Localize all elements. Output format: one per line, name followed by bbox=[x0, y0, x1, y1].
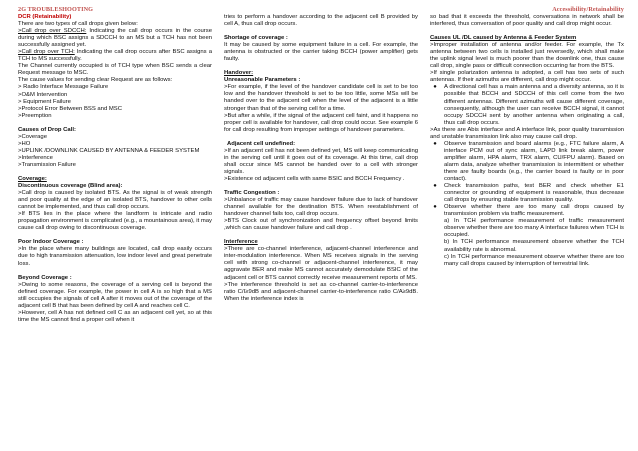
paragraph: It may be caused by some equipment failure in a cell. For example, the antenna is obstructed or the carrier taking BCCH (power amplifier) gets faulty. bbox=[224, 42, 418, 63]
subheading: Coverage: bbox=[18, 175, 47, 182]
subheading: Adjacent cell undefined: bbox=[227, 140, 296, 147]
bullet-text: Observe whether there are too many call drops caused by transmission problem via traffic measurement. bbox=[444, 204, 624, 218]
section-title: DCR (Retainability) bbox=[18, 14, 72, 20]
subheading: Discontinuous coverage (Blind area): bbox=[18, 183, 123, 190]
paragraph: >For example, if the level of the handover candidate cell is set to be too low and the handover threshold is set to be too little, some MSs will be handed over to the adjacent cell when the level of the adjacent is a little stronger than that of the serving cell for a time. bbox=[224, 84, 418, 112]
header-left: 2G TROUBLESHOOTING bbox=[18, 6, 94, 13]
list-item: >Preemption bbox=[18, 112, 52, 119]
paragraph: >BTS Clock out of synchronization and frequency offset beyond limits ,which can cause handover failure and call drop . bbox=[224, 218, 418, 232]
bullet-text: A directional cell has a main antenna and a diversity antenna, so it is possible that BCCH and SDCCH of this cell come from the two different antennas. Different azimuths will cause different coverage, consequently, although the user can receive BCCH signal, it cannot occupy SDCCH sent by another antenna when originating a call, thus call drop occurs. bbox=[444, 84, 624, 126]
text-columns bbox=[18, 14, 624, 324]
paragraph: >But after a while, if the signal of the adjacent cell faint, and it happens no proper cell is available for handover, call drop could occur. See example 6 for call drop resulting from improper settings of handover parameters. bbox=[224, 112, 418, 133]
paragraph: >If single polarization antenna is adopted, a cell has two sets of such antennas. If their azimuths are different, call drop might occur. bbox=[430, 70, 624, 84]
paragraph: The Channel currently occupied is of TCH type when BSC sends a clear Request message to MSC. bbox=[18, 63, 212, 77]
paragraph: >Unbalance of traffic may cause handover failure due to lack of handover channel available for the destination BTS. When reestablishment of handover channel fails too, call drop occurs. bbox=[224, 197, 418, 218]
paragraph: >Call drop is caused by isolated BTS. As the signal is of weak strength and poor quality at the edge of an isolated BTS, handover to other cells cannot be implemented, and thus call drop occurs. bbox=[18, 190, 212, 211]
bullet-icon: ● bbox=[433, 84, 437, 91]
paragraph: There are two types of call drops given below: bbox=[18, 21, 138, 28]
paragraph bbox=[18, 49, 212, 63]
term: >Call drop over SDCCH: bbox=[18, 28, 87, 35]
list-item: >Transmission Failure bbox=[18, 161, 76, 168]
sub-item: b) In TCH performance measurement observe whether the TCH availability rate is abnormal. bbox=[444, 239, 624, 253]
bullet-icon: ● bbox=[433, 183, 437, 190]
bullet-item bbox=[430, 141, 624, 183]
column-2 bbox=[224, 14, 418, 324]
bullet-text: Observe transmission and board alarms (e.g., FTC failure alarm, A interface PCM out of sync alarm, LAPD link break alarm, power amplifier alarm, HPA alarm, TRX alarm, CU/FPU alarm). Based on alarm data, analyze whether transmission is intermittent or whether there are faulty boards (e.g., the carrier board is faulty or in poor contact). bbox=[444, 140, 624, 183]
paragraph: >There are co-channel interference, adjacent-channel interference and inter-modulation interference. When MS receives signals in the serving cell with strong co-channel or adjacent-channel interference, it may aggravate BER and make MS cannot accurately demodulate BSIC of the adjacent cell or BTS cannot correctly receive measurement reports of MS. bbox=[224, 246, 418, 281]
paragraph: >If BTS lies in the place where the landform is intricate and radio propagation environment is complicated (e.g., a mountainous area), it may cause call drop owing to discontinuous coverage. bbox=[18, 211, 212, 232]
subheading: Causes of Drop Call: bbox=[18, 126, 76, 133]
subheading: Traffic Congestion : bbox=[224, 189, 280, 196]
paragraph: so bad that it exceeds the threshold, conversations in network shall be interfered, thus conversation of poor quality and call drop might occur. bbox=[430, 14, 624, 28]
paragraph: >Owing to some reasons, the coverage of a serving cell is beyond the defined coverage. For example, the power in cell A is so high that a MS still occupies the signals of cell A after it moves out of the coverage of the adjacent cell B that has been defined by cell A and reaches cell C. bbox=[18, 281, 212, 309]
subheading: Beyond Coverage : bbox=[18, 274, 72, 281]
subheading: Unreasonable Parameters : bbox=[224, 77, 301, 84]
paragraph: >The interference threshold is set as co-channel carrier-to-interference ratio C/I≥9dB and adjacent-channel carrier-to-interference ratio C/A≥9dB. When the interference index is bbox=[224, 281, 418, 302]
bullet-text: Check transmission paths, test BER and check whether E1 connector or grounding of equipment is reasonable, thus decrease call drops by ensuring stable transmission quality. bbox=[444, 183, 624, 204]
bullet-item bbox=[430, 84, 624, 126]
sub-item: a) In TCH performance measurement of traffic measurement observe whether there are too many A interface failures when TCH is occupied. bbox=[444, 218, 624, 239]
subheading: Interference bbox=[224, 239, 258, 246]
paragraph: >As there are Abis interface and A interface link, poor quality transmission and unstable transmission link also may cause call drop. bbox=[430, 126, 624, 140]
term-text: Indicating the call drop occurs in the course during which BSC assigns a SDCCH to an MS but a TCH has not been successfully assigned yet. bbox=[18, 28, 212, 49]
bullet-icon: ● bbox=[433, 140, 437, 147]
list-item: >HO bbox=[18, 140, 31, 147]
header-right: Accessibility/Retainability bbox=[552, 6, 624, 13]
column-3 bbox=[430, 14, 624, 324]
term: >Call drop over TCH: bbox=[18, 49, 75, 56]
term-text: Indicating the call drop occurs after BSC assigns a TCH to MS successfully. bbox=[18, 49, 212, 63]
paragraph: >If an adjacent cell has not been defined yet, MS will keep communicating in the serving cell until it goes out of its coverage. At this time, call drop shall occur since MS cannot be handed over to a cell with stronger signals. bbox=[224, 147, 418, 175]
list-item: >UPLINK /DOWNLINK CAUSED BY ANTENNA & FEEDER SYSTEM bbox=[18, 147, 200, 154]
column-1 bbox=[18, 14, 212, 324]
paragraph bbox=[18, 28, 212, 49]
paragraph: >However, cell A has not defined cell C as an adjacent cell yet, so at this time the MS cannot find a proper cell when it bbox=[18, 309, 212, 323]
list-item: >O&M Intervention bbox=[18, 91, 68, 98]
paragraph: tries to perform a handover according to the adjacent cell B provided by cell A, thus call drop occurs. bbox=[224, 14, 418, 28]
subheading: Shortage of coverage : bbox=[224, 35, 288, 42]
list-item: >Protocol Error Between BSS and MSC bbox=[18, 105, 122, 112]
bullet-item bbox=[430, 183, 624, 204]
paragraph: >Improper installation of antenna and/or feeder. For example, the Tx antenna between two cells is installed just reversedly, which shall make the uplink signal level is much poorer than the downlink one, thus cause call drop, single pass or difficult connection occurring far from the BTS. bbox=[430, 42, 624, 70]
bullet-item bbox=[430, 204, 624, 218]
page-header bbox=[18, 6, 624, 14]
list-item: > Radio Interface Message Failure bbox=[18, 84, 109, 91]
subheading: Handover: bbox=[224, 70, 254, 77]
list-item: > Equipment Failure bbox=[18, 98, 71, 105]
list-item: >Interference bbox=[18, 154, 53, 161]
paragraph: >Existence od adjacent cells with same BSIC and BCCH Frequency . bbox=[224, 175, 405, 182]
paragraph: The cause values for sending clear Request are as follows: bbox=[18, 77, 173, 84]
subheading: Causes UL /DL caused by Antenna & Feeder System bbox=[430, 35, 577, 42]
bullet-icon: ● bbox=[433, 204, 437, 211]
sub-item: c) In TCH performance measurement observe whether there are too many call drops caused by interruption of terrestrial link. bbox=[444, 253, 624, 267]
paragraph: >In the place where many buildings are located, call drop easily occurs due to high transmission attenuation, low indoor level and great penetrate loss. bbox=[18, 246, 212, 267]
list-item: >Coverage bbox=[18, 133, 47, 140]
subheading: Poor Indoor Coverage : bbox=[18, 239, 84, 246]
